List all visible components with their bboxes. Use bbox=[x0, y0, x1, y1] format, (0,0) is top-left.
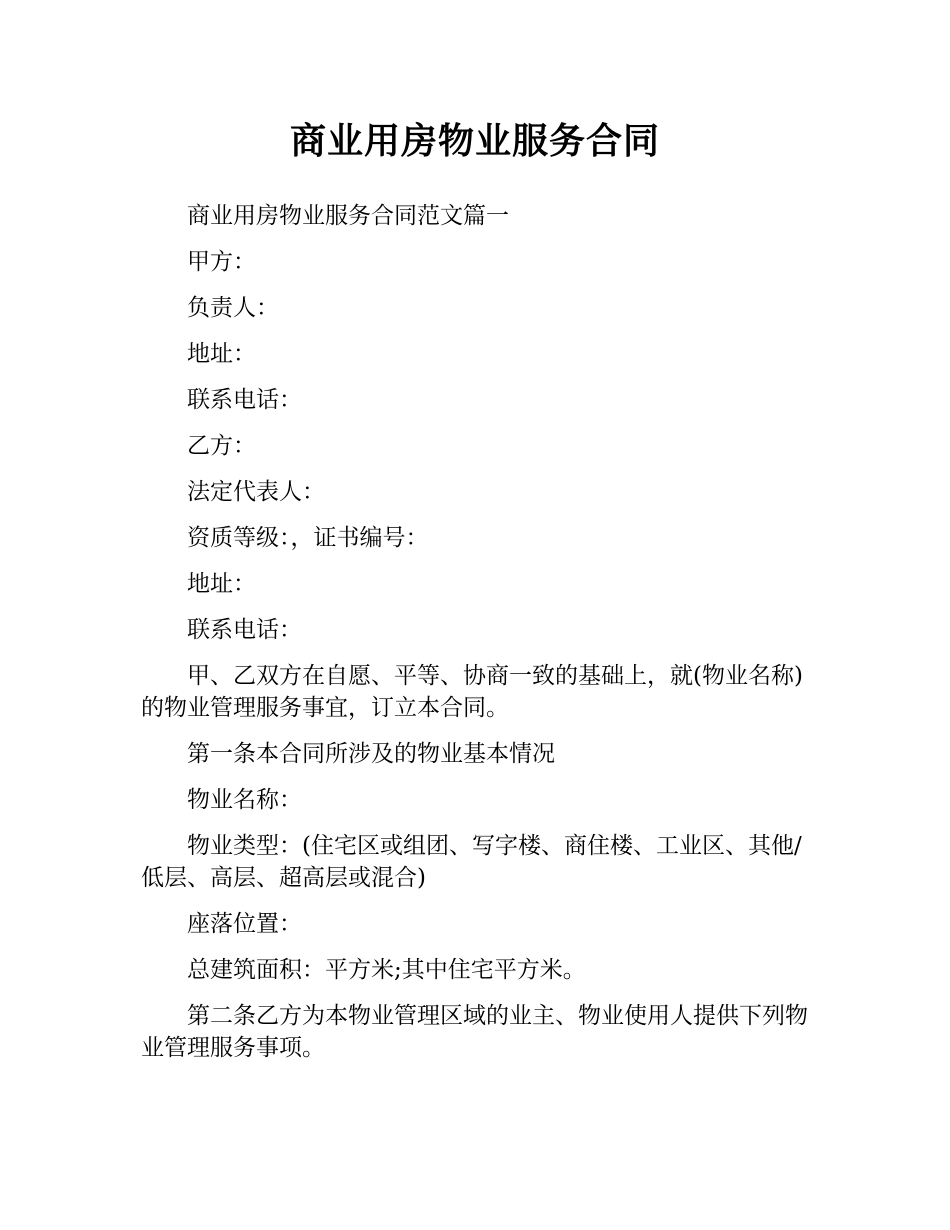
document-body bbox=[141, 200, 811, 1078]
paragraph-party-b-phone: 联系电话： bbox=[187, 617, 302, 643]
paragraph-party-a: 甲方： bbox=[187, 249, 256, 275]
paragraph-subtitle: 商业用房物业服务合同范文篇一 bbox=[187, 203, 509, 229]
paragraph-party-a-phone: 联系电话： bbox=[187, 387, 302, 413]
paragraph-party-b: 乙方： bbox=[187, 433, 256, 459]
paragraph-floor-area: 总建筑面积：平方米;其中住宅平方米。 bbox=[187, 957, 586, 983]
paragraph-property-type: 物业类型：(住宅区或组团、写字楼、商住楼、工业区、其他/低层、高层、超高层或混合) bbox=[141, 833, 802, 891]
paragraph-party-a-address: 地址： bbox=[187, 341, 256, 367]
paragraph-location: 座落位置： bbox=[187, 911, 302, 937]
paragraph-party-a-person-in-charge: 负责人： bbox=[187, 295, 279, 321]
paragraph-qualification: 资质等级：，证书编号： bbox=[187, 525, 429, 551]
document-title: 商业用房物业服务合同 bbox=[289, 121, 660, 162]
paragraph-article-2: 第二条乙方为本物业管理区域的业主、物业使用人提供下列物业管理服务事项。 bbox=[141, 1003, 808, 1061]
paragraph-party-b-address: 地址： bbox=[187, 571, 256, 597]
paragraph-article-1: 第一条本合同所涉及的物业基本情况 bbox=[187, 741, 555, 767]
paragraph-legal-representative: 法定代表人： bbox=[187, 479, 325, 505]
paragraph-property-name: 物业名称： bbox=[187, 787, 302, 813]
paragraph-preamble: 甲、乙双方在自愿、平等、协商一致的基础上，就(物业名称)的物业管理服务事宜，订立本合同。 bbox=[141, 663, 803, 721]
